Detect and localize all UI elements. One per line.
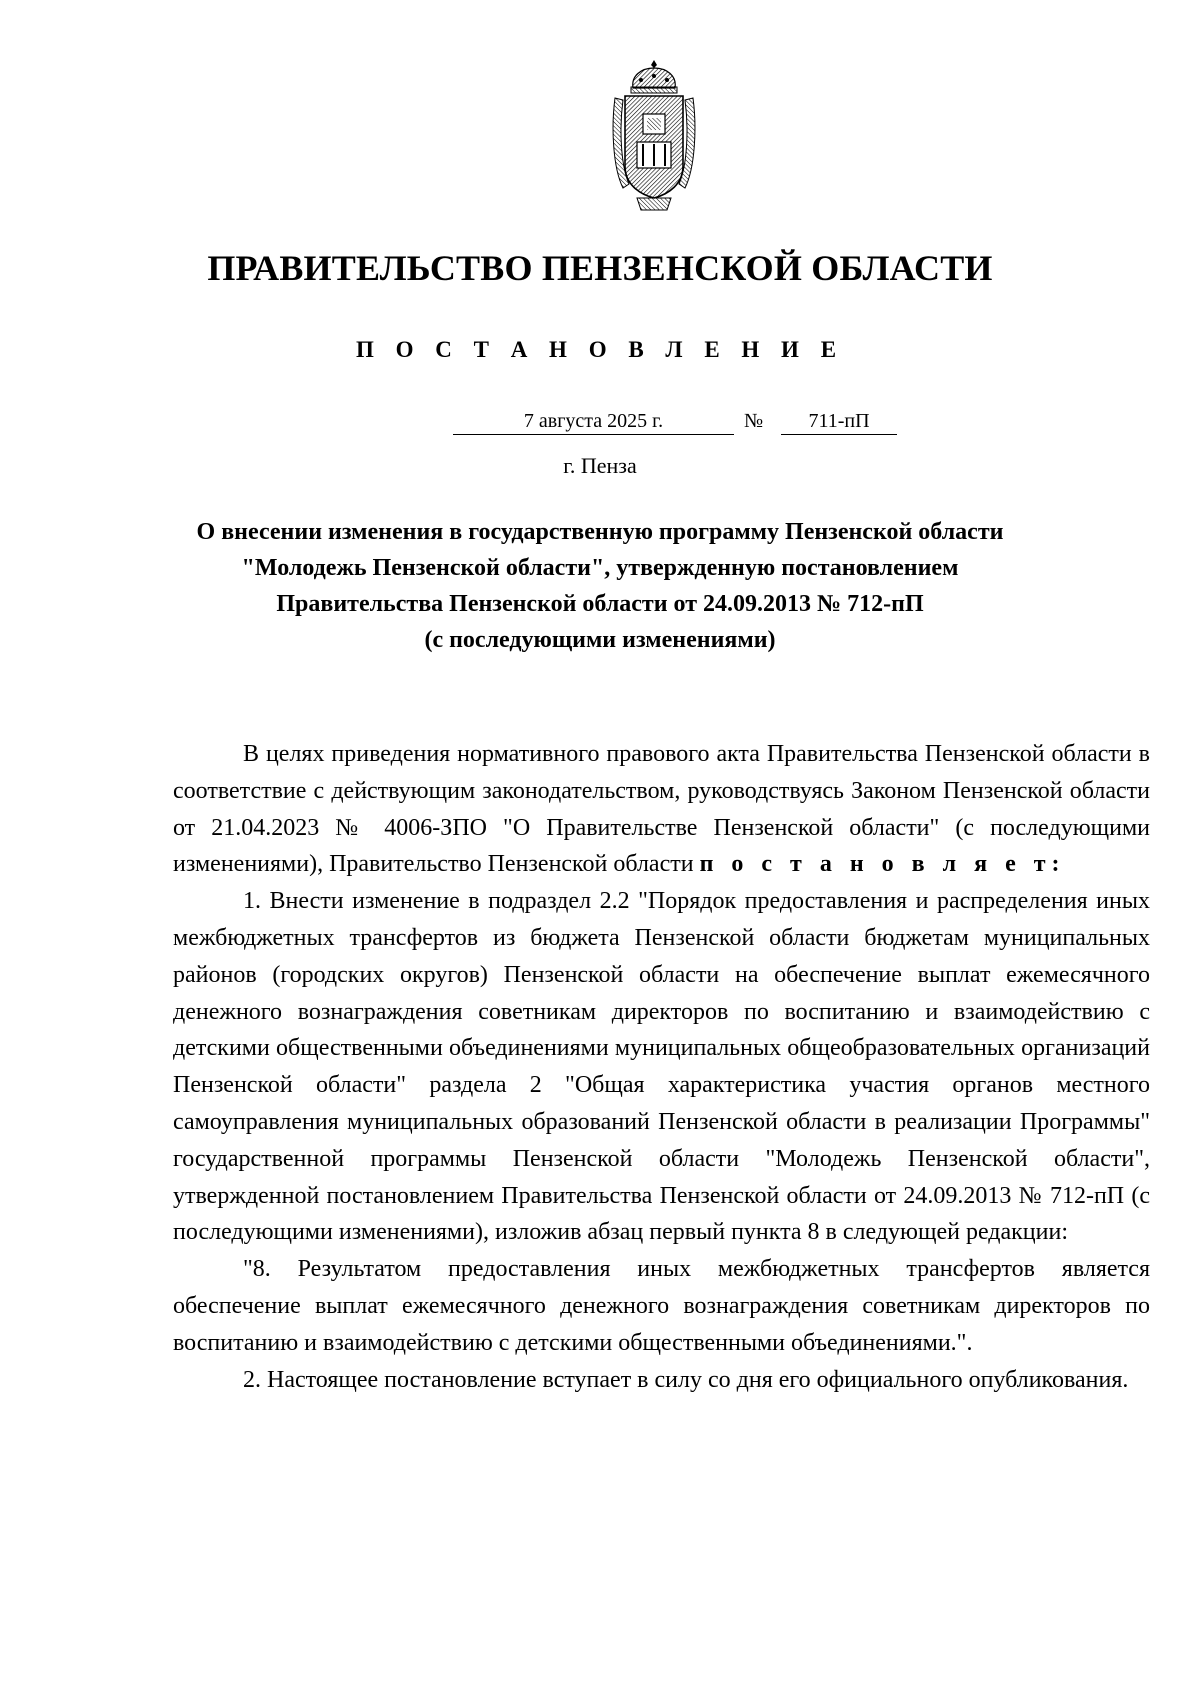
heading-line: О внесении изменения в государственную программу Пензенской области [196,519,1004,545]
document-body [173,736,1150,1398]
heading-line: "Молодежь Пензенской области", утвержденную постановлением [241,555,959,581]
heading-line: Правительства Пензенской области от 24.09.2013 № 712-пП [276,591,924,617]
number-sign: № [744,410,764,432]
decree-word: п о с т а н о в л я е т: [699,851,1066,878]
item-2-paragraph: 2. Настоящее постановление вступает в силу со дня его официального опубликования. [243,1366,1129,1393]
organization-title: ПРАВИТЕЛЬСТВО ПЕНЗЕНСКОЙ ОБЛАСТИ [207,248,993,288]
document-city: г. Пенза [563,453,637,478]
preamble-paragraph [173,736,1150,883]
document-heading [120,514,1080,658]
heading-line: (с последующими изменениями) [424,627,776,653]
document-date: 7 августа 2025 г. [453,408,734,435]
preamble-text: В целях приведения нормативного правового акта Правительства Пензенской области в соответствие с действующим законодательством, руководствуясь Законом Пензенской области от 21.04.2023 № 4006-ЗПО "О Правительстве Пензенской области" (с последующими изменениями), Правительство Пензенской области [173,741,1150,878]
document-type: П О С Т А Н О В Л Е Н И Е [355,337,845,362]
document-number: 711-пП [781,408,897,435]
item-1-paragraph: 1. Внести изменение в подраздел 2.2 "Порядок предоставления и распределения иных межбюджетных трансфертов из бюджета Пензенской области бюджетам муниципальных районов (городских округов) Пензенской области на обеспечение выплат ежемесячного денежного вознаграждения советникам директоров по воспитанию и взаимодействию с детскими общественными объединениями муниципальных общеобразовательных организаций Пензенской области" раздела 2 "Общая характеристика участия органов местного самоуправления муниципальных образований Пензенской области в реализации Программы" государственной программы Пензенской области "Молодежь Пензенской области", утвержденной постановлением Правительства Пензенской области от 24.09.2013 № 712-пП (с последующими изменениями), изложив абзац первый пункта 8 в следующей редакции: [173,888,1150,1246]
penza-region-coat-of-arms-icon [609,58,699,214]
document-date-number-row [0,408,1200,438]
quoted-amendment-paragraph: "8. Результатом предоставления иных межбюджетных трансфертов является обеспечение выплат ежемесячного денежного вознаграждения советникам директоров по воспитанию и взаимодействию с детскими общественными объединениями.". [173,1256,1150,1356]
